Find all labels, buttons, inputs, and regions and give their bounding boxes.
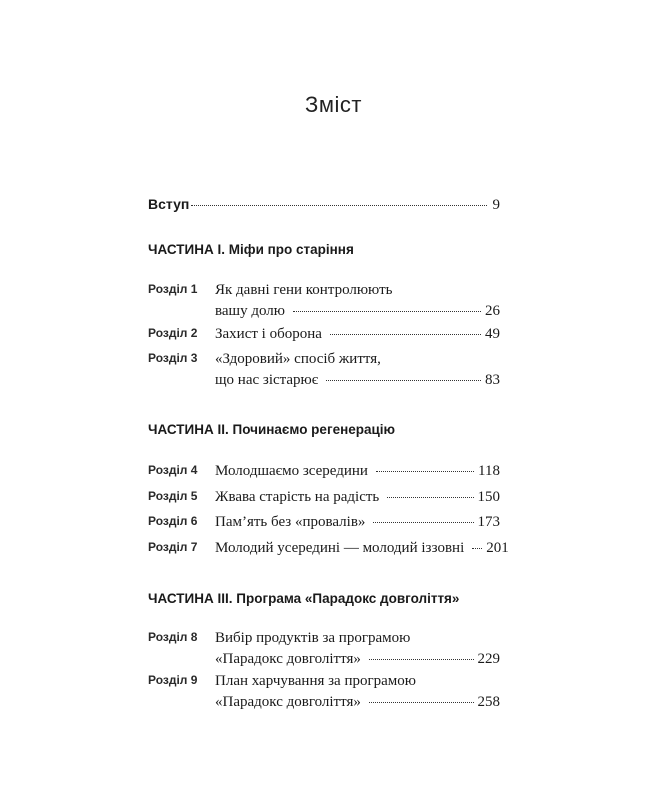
chapter-label: Розділ 7 [148, 540, 198, 554]
toc-entry-chapter-9[interactable] [148, 671, 500, 713]
page-number: 26 [485, 303, 500, 319]
page-number: 201 [486, 540, 509, 556]
dot-leader [326, 380, 481, 381]
toc-entry-chapter-3[interactable] [148, 349, 500, 391]
chapter-title-line: «Парадокс довголіття» [215, 651, 361, 667]
dot-leader [369, 702, 474, 703]
page-number: 229 [477, 651, 500, 667]
chapter-title-line: Пам’ять без «провалів» [215, 514, 366, 530]
page-title: Зміст [305, 92, 362, 117]
chapter-label: Розділ 5 [148, 489, 198, 503]
page-number: 173 [477, 514, 500, 530]
chapter-label: Розділ 3 [148, 351, 198, 365]
chapter-title-line: Жвава старість на радість [215, 489, 380, 505]
part-heading: ЧАСТИНА I. Міфи про старіння [148, 242, 354, 257]
chapter-label: Розділ 4 [148, 463, 198, 477]
toc-entry-chapter-8[interactable] [148, 628, 500, 670]
chapter-title-line: Молодий усередині — молодий іззовні [215, 540, 465, 556]
toc-entry-chapter-5[interactable] [148, 487, 500, 508]
toc-entry-chapter-4[interactable] [148, 461, 500, 482]
chapter-title-line: «Парадокс довголіття» [215, 694, 361, 710]
toc-entry-chapter-1[interactable] [148, 280, 500, 322]
chapter-label: Розділ 9 [148, 673, 198, 687]
page-number: 150 [477, 489, 500, 505]
chapter-title-line: Молодшаємо зсередини [215, 463, 368, 479]
chapter-title-line: «Здоровий» спосіб життя, [215, 351, 381, 367]
intro-label: Вступ [148, 196, 190, 212]
chapter-label: Розділ 8 [148, 630, 198, 644]
toc-entry-chapter-2[interactable] [148, 324, 500, 345]
page-number: 83 [485, 372, 500, 388]
dot-leader [293, 311, 481, 312]
chapter-label: Розділ 6 [148, 514, 198, 528]
dot-leader [191, 205, 486, 206]
chapter-title-line: Захист і оборона [215, 326, 322, 342]
chapter-label: Розділ 2 [148, 326, 198, 340]
chapter-title-line: що нас зістарює [215, 372, 319, 388]
page-number: 49 [485, 326, 500, 342]
chapter-title-line: План харчування за програмою [215, 673, 416, 689]
page-number: 9 [492, 197, 500, 213]
chapter-title-line: вашу долю [215, 303, 285, 319]
part-heading: ЧАСТИНА II. Починаємо регенерацію [148, 422, 396, 437]
page-number: 258 [477, 694, 500, 710]
dot-leader [472, 548, 482, 549]
part-heading: ЧАСТИНА III. Програма «Парадокс довголіття» [148, 591, 460, 606]
toc-entry-intro[interactable] [148, 196, 500, 214]
dot-leader [387, 497, 473, 498]
chapter-title-line: Як давні гени контролюють [215, 282, 393, 298]
toc-entry-chapter-7[interactable] [148, 538, 509, 559]
dot-leader [376, 471, 474, 472]
dot-leader [369, 659, 474, 660]
page-number: 118 [478, 463, 500, 479]
chapter-label: Розділ 1 [148, 282, 198, 296]
dot-leader [373, 522, 473, 523]
toc-entry-chapter-6[interactable] [148, 512, 500, 533]
chapter-title-line: Вибір продуктів за програмою [215, 630, 411, 646]
dot-leader [330, 334, 481, 335]
